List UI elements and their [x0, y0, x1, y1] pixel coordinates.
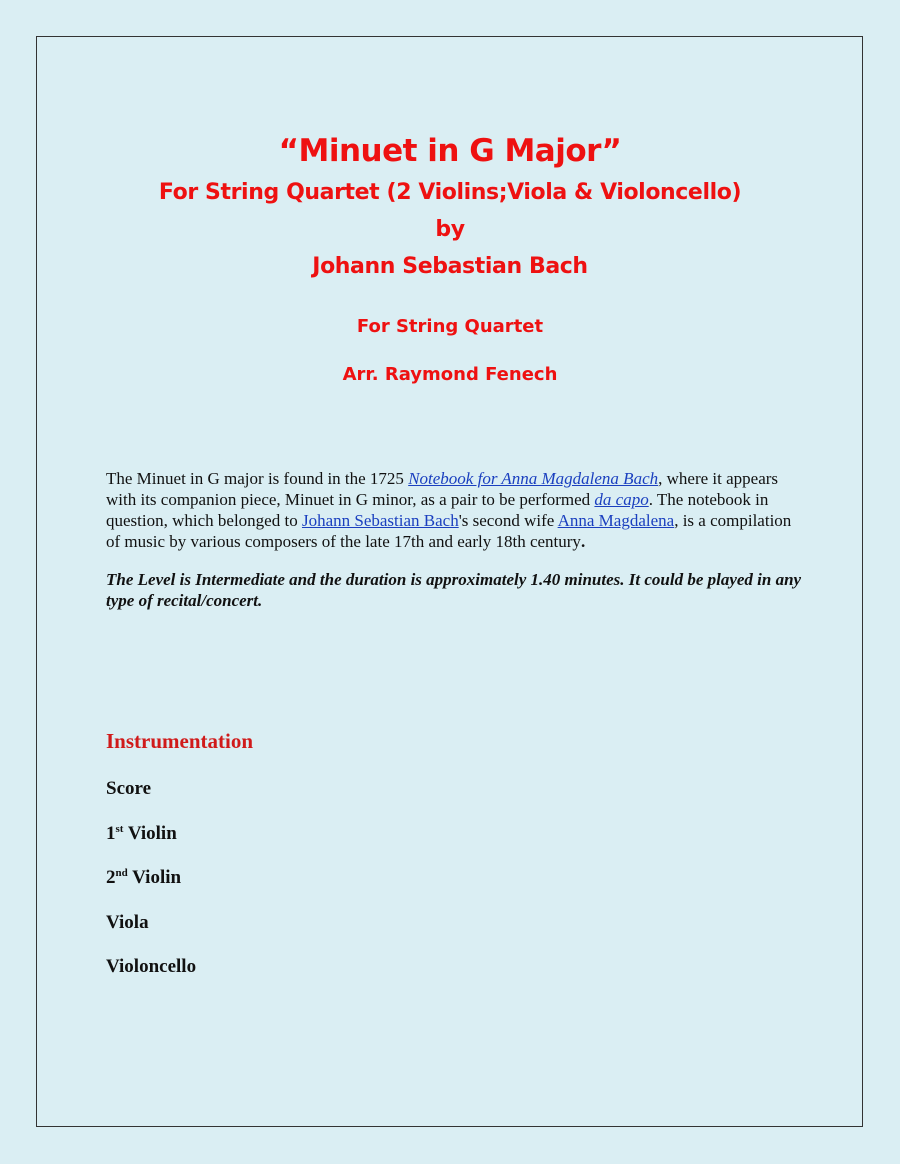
- description-text: , where it appears with its companion piece, Minuet in G minor, as a pair to be performed: [106, 469, 779, 509]
- composer-name: Johann Sebastian Bach: [312, 254, 588, 279]
- link-anna-magdalena[interactable]: Anna Magdalena: [557, 511, 675, 530]
- description-text: The Minuet in G major is found in the 1725: [106, 469, 409, 488]
- instrumentation-heading: Instrumentation: [106, 729, 254, 753]
- description-period: .: [580, 532, 586, 551]
- ensemble-label: For String Quartet: [356, 316, 544, 337]
- instrument-violin-2: [106, 865, 196, 910]
- instrumentation-list: [106, 776, 196, 999]
- instrument-label: Violin: [127, 867, 182, 888]
- link-bach[interactable]: Johann Sebastian Bach: [301, 511, 459, 530]
- by-label: by: [435, 217, 465, 242]
- page-title: “Minuet in G Major”: [278, 133, 622, 169]
- description-text: , is a compilation of music by various composers of the late 17th and early 18th century: [106, 511, 792, 551]
- instrument-number: 2: [106, 867, 116, 888]
- instrument-label: Violoncello: [106, 956, 197, 977]
- instrument-viola: [106, 910, 196, 955]
- level-note: The Level is Intermediate and the duration is approximately 1.40 minutes. It could be played in any type of recital/concert.: [106, 570, 802, 610]
- link-da-capo[interactable]: da capo: [594, 490, 649, 509]
- instrument-label: Viola: [106, 911, 149, 933]
- arranger-label: Arr. Raymond Fenech: [342, 364, 558, 385]
- ordinal-suffix: nd: [115, 867, 128, 879]
- instrument-number: 1: [106, 822, 116, 844]
- description: [106, 468, 806, 611]
- instrument-label: Score: [106, 778, 152, 799]
- description-text: 's second wife: [458, 511, 558, 530]
- page-subtitle: For String Quartet (2 Violins;Viola & Violoncello): [158, 180, 742, 205]
- link-notebook[interactable]: Notebook for Anna Magdalena Bach: [408, 469, 659, 488]
- description-text: . The notebook in question, which belonged to: [106, 490, 769, 530]
- instrument-violin-1: [106, 821, 196, 866]
- title-block: [0, 128, 900, 387]
- instrument-score: [106, 776, 196, 821]
- ordinal-suffix: st: [115, 822, 124, 835]
- instrument-label: Violin: [123, 822, 177, 844]
- description-paragraph: [106, 468, 806, 552]
- instrument-violoncello: [106, 954, 196, 999]
